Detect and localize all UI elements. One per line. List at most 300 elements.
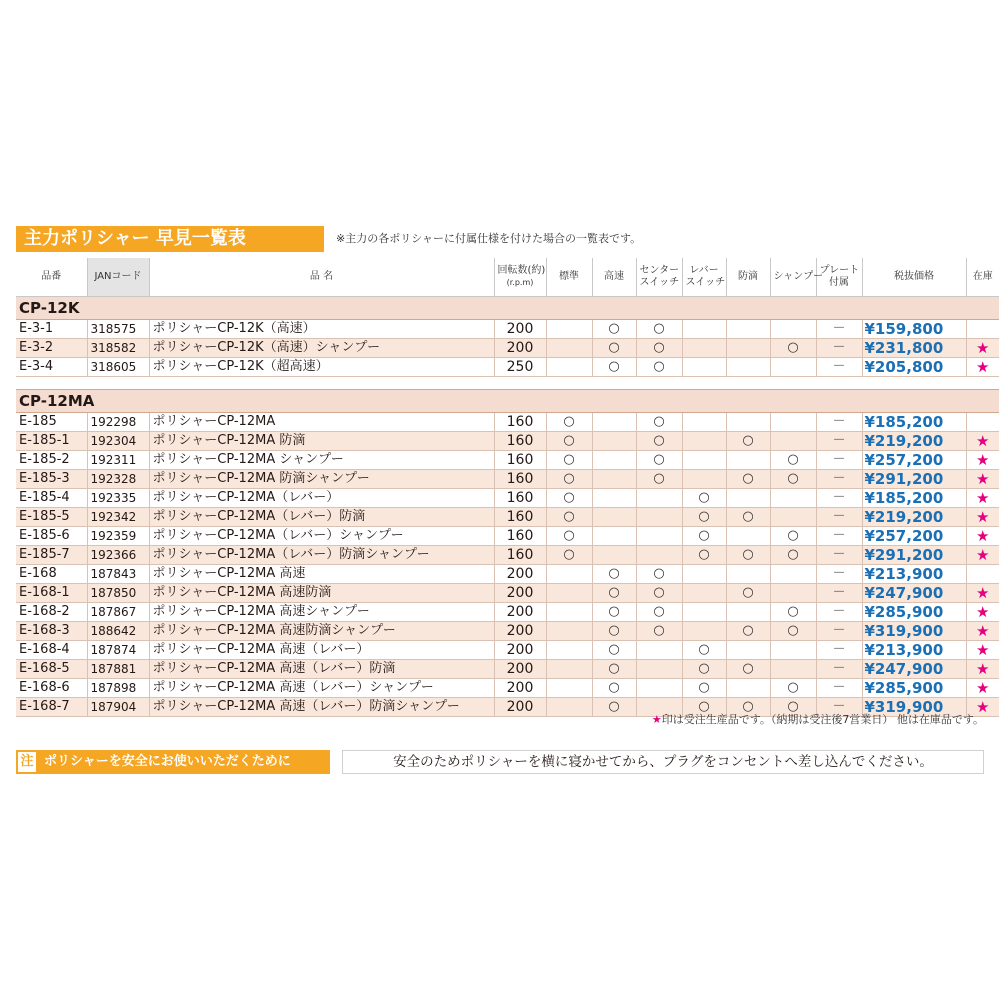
center-switch-mark: ○ <box>636 358 682 377</box>
caution-title: ポリシャーを安全にお使いいただくために <box>44 754 291 769</box>
header-lever-switch-2: スイッチ <box>685 277 726 288</box>
standard-mark: ○ <box>546 470 592 489</box>
plate-mark: － <box>816 565 862 584</box>
rpm-value: 250 <box>494 358 546 377</box>
price-value: ¥219,200 <box>862 432 966 451</box>
table-row <box>16 546 999 565</box>
header-rpm <box>494 258 546 297</box>
drip-proof-mark: ○ <box>726 584 770 603</box>
high-speed-mark: ○ <box>592 603 636 622</box>
product-name: ポリシャーCP-12MA シャンプー <box>149 451 494 470</box>
header-drip-proof: 防滴 <box>726 258 770 297</box>
lever-switch-mark <box>682 470 726 489</box>
rpm-value: 200 <box>494 679 546 698</box>
jan-code: 187898 <box>87 679 149 698</box>
stock-star <box>966 413 999 432</box>
drip-proof-mark: ○ <box>726 508 770 527</box>
lever-switch-mark: ○ <box>682 660 726 679</box>
shampoo-mark <box>770 413 816 432</box>
stock-star <box>966 565 999 584</box>
high-speed-mark <box>592 489 636 508</box>
jan-code: 192359 <box>87 527 149 546</box>
lever-switch-mark <box>682 565 726 584</box>
caution-title-bar <box>16 750 330 774</box>
drip-proof-mark <box>726 679 770 698</box>
stock-star <box>966 320 999 339</box>
shampoo-mark <box>770 320 816 339</box>
product-name: ポリシャーCP-12MA 高速シャンプー <box>149 603 494 622</box>
high-speed-mark <box>592 508 636 527</box>
price-value: ¥319,900 <box>862 622 966 641</box>
table-row <box>16 565 999 584</box>
table-row <box>16 413 999 432</box>
shampoo-mark: ○ <box>770 451 816 470</box>
rpm-value: 200 <box>494 584 546 603</box>
item-code: E-185-6 <box>16 527 87 546</box>
price-value: ¥159,800 <box>862 320 966 339</box>
item-code: E-3-2 <box>16 339 87 358</box>
plate-mark: － <box>816 320 862 339</box>
product-name: ポリシャーCP-12MA 防滴 <box>149 432 494 451</box>
stock-star: ★ <box>966 451 999 470</box>
product-name: ポリシャーCP-12MA 高速（レバー） <box>149 641 494 660</box>
high-speed-mark <box>592 527 636 546</box>
header-plate-1: プレート <box>819 265 860 276</box>
rpm-value: 160 <box>494 451 546 470</box>
header-price: 税抜価格 <box>862 258 966 297</box>
table-row <box>16 622 999 641</box>
table-title: 主力ポリシャー 早見一覧表 <box>16 226 324 252</box>
jan-code: 192342 <box>87 508 149 527</box>
product-name: ポリシャーCP-12MA（レバー）防滴 <box>149 508 494 527</box>
lever-switch-mark: ○ <box>682 679 726 698</box>
high-speed-mark: ○ <box>592 622 636 641</box>
price-value: ¥185,200 <box>862 489 966 508</box>
drip-proof-mark: ○ <box>726 546 770 565</box>
stock-star: ★ <box>966 527 999 546</box>
price-value: ¥185,200 <box>862 413 966 432</box>
high-speed-mark <box>592 451 636 470</box>
shampoo-mark <box>770 584 816 603</box>
drip-proof-mark <box>726 451 770 470</box>
table-row <box>16 508 999 527</box>
jan-code: 188642 <box>87 622 149 641</box>
item-code: E-185-7 <box>16 546 87 565</box>
product-name: ポリシャーCP-12MA 防滴シャンプー <box>149 470 494 489</box>
jan-code: 318582 <box>87 339 149 358</box>
price-value: ¥247,900 <box>862 584 966 603</box>
rpm-value: 160 <box>494 470 546 489</box>
price-value: ¥285,900 <box>862 679 966 698</box>
high-speed-mark: ○ <box>592 358 636 377</box>
high-speed-mark: ○ <box>592 565 636 584</box>
jan-code: 318575 <box>87 320 149 339</box>
plate-mark: － <box>816 451 862 470</box>
jan-code: 192328 <box>87 470 149 489</box>
table-row <box>16 641 999 660</box>
product-name: ポリシャーCP-12MA（レバー）シャンプー <box>149 527 494 546</box>
shampoo-mark: ○ <box>770 339 816 358</box>
standard-mark: ○ <box>546 527 592 546</box>
jan-code: 187881 <box>87 660 149 679</box>
product-name: ポリシャーCP-12MA（レバー）防滴シャンプー <box>149 546 494 565</box>
drip-proof-mark <box>726 489 770 508</box>
product-name: ポリシャーCP-12MA 高速防滴シャンプー <box>149 622 494 641</box>
standard-mark <box>546 358 592 377</box>
table-row <box>16 451 999 470</box>
drip-proof-mark <box>726 603 770 622</box>
price-value: ¥319,900 <box>862 698 966 717</box>
stock-star: ★ <box>966 698 999 717</box>
center-switch-mark: ○ <box>636 565 682 584</box>
item-code: E-168-4 <box>16 641 87 660</box>
jan-code: 187874 <box>87 641 149 660</box>
plate-mark: － <box>816 679 862 698</box>
stock-star: ★ <box>966 508 999 527</box>
item-code: E-185-1 <box>16 432 87 451</box>
header-shampoo: シャンプー <box>770 258 816 297</box>
lever-switch-mark: ○ <box>682 698 726 717</box>
center-switch-mark: ○ <box>636 432 682 451</box>
header-center-switch-2: スイッチ <box>639 277 680 288</box>
item-code: E-168-1 <box>16 584 87 603</box>
table-body <box>16 297 999 717</box>
high-speed-mark: ○ <box>592 584 636 603</box>
table-row <box>16 339 999 358</box>
lever-switch-mark: ○ <box>682 546 726 565</box>
stock-star: ★ <box>966 679 999 698</box>
standard-mark <box>546 584 592 603</box>
center-switch-mark: ○ <box>636 339 682 358</box>
plate-mark: － <box>816 660 862 679</box>
table-row <box>16 358 999 377</box>
shampoo-mark: ○ <box>770 527 816 546</box>
item-code: E-185-3 <box>16 470 87 489</box>
series-header-row <box>16 390 999 413</box>
shampoo-mark: ○ <box>770 470 816 489</box>
rpm-value: 160 <box>494 489 546 508</box>
plate-mark: － <box>816 527 862 546</box>
plate-mark: － <box>816 603 862 622</box>
high-speed-mark <box>592 546 636 565</box>
high-speed-mark: ○ <box>592 660 636 679</box>
stock-star: ★ <box>966 603 999 622</box>
jan-code: 192311 <box>87 451 149 470</box>
rpm-value: 200 <box>494 660 546 679</box>
plate-mark: － <box>816 339 862 358</box>
standard-mark: ○ <box>546 451 592 470</box>
lever-switch-mark <box>682 584 726 603</box>
high-speed-mark <box>592 413 636 432</box>
footnote-text: 印は受注生産品です。（納期は受注後7営業日） 他は在庫品です。 <box>661 713 984 726</box>
rpm-value: 200 <box>494 603 546 622</box>
header-stock: 在庫 <box>966 258 999 297</box>
standard-mark: ○ <box>546 508 592 527</box>
jan-code: 187867 <box>87 603 149 622</box>
plate-mark: － <box>816 470 862 489</box>
lever-switch-mark <box>682 339 726 358</box>
plate-mark: － <box>816 489 862 508</box>
shampoo-mark <box>770 565 816 584</box>
footnote <box>652 711 984 727</box>
table-row <box>16 432 999 451</box>
standard-mark <box>546 679 592 698</box>
center-switch-mark <box>636 546 682 565</box>
lever-switch-mark <box>682 622 726 641</box>
section-gap-cell <box>16 377 999 390</box>
table-row <box>16 603 999 622</box>
center-switch-mark <box>636 679 682 698</box>
shampoo-mark: ○ <box>770 603 816 622</box>
drip-proof-mark <box>726 413 770 432</box>
standard-mark <box>546 698 592 717</box>
center-switch-mark: ○ <box>636 622 682 641</box>
rpm-value: 200 <box>494 622 546 641</box>
drip-proof-mark: ○ <box>726 698 770 717</box>
drip-proof-mark: ○ <box>726 470 770 489</box>
table-row <box>16 660 999 679</box>
header-lever-switch-1: レバー <box>689 265 719 276</box>
rpm-value: 160 <box>494 413 546 432</box>
price-value: ¥257,200 <box>862 451 966 470</box>
jan-code: 187904 <box>87 698 149 717</box>
drip-proof-mark: ○ <box>726 660 770 679</box>
table-row <box>16 470 999 489</box>
stock-star: ★ <box>966 489 999 508</box>
series-name: CP-12MA <box>16 390 999 413</box>
standard-mark <box>546 660 592 679</box>
shampoo-mark: ○ <box>770 698 816 717</box>
center-switch-mark <box>636 527 682 546</box>
lever-switch-mark: ○ <box>682 508 726 527</box>
header-high-speed: 高速 <box>592 258 636 297</box>
drip-proof-mark: ○ <box>726 432 770 451</box>
item-code: E-185 <box>16 413 87 432</box>
lever-switch-mark: ○ <box>682 641 726 660</box>
item-code: E-168-3 <box>16 622 87 641</box>
table-row <box>16 679 999 698</box>
high-speed-mark: ○ <box>592 698 636 717</box>
stock-star: ★ <box>966 546 999 565</box>
item-code: E-168-6 <box>16 679 87 698</box>
plate-mark: － <box>816 508 862 527</box>
item-code: E-185-4 <box>16 489 87 508</box>
drip-proof-mark <box>726 320 770 339</box>
item-code: E-168 <box>16 565 87 584</box>
stock-star: ★ <box>966 660 999 679</box>
header-center-switch <box>636 258 682 297</box>
header-row <box>16 258 999 297</box>
item-code: E-168-2 <box>16 603 87 622</box>
plate-mark: － <box>816 622 862 641</box>
jan-code: 192304 <box>87 432 149 451</box>
shampoo-mark: ○ <box>770 546 816 565</box>
jan-code: 318605 <box>87 358 149 377</box>
standard-mark <box>546 320 592 339</box>
series-name: CP-12K <box>16 297 999 320</box>
caution-badge: 注 <box>16 750 38 774</box>
stock-star: ★ <box>966 358 999 377</box>
standard-mark: ○ <box>546 489 592 508</box>
product-name: ポリシャーCP-12MA 高速 <box>149 565 494 584</box>
price-value: ¥257,200 <box>862 527 966 546</box>
price-value: ¥213,900 <box>862 641 966 660</box>
table-row <box>16 584 999 603</box>
footnote-star: ★ <box>651 713 662 726</box>
header-center-switch-1: センター <box>639 265 680 276</box>
standard-mark <box>546 641 592 660</box>
stock-star: ★ <box>966 339 999 358</box>
jan-code: 192366 <box>87 546 149 565</box>
shampoo-mark <box>770 358 816 377</box>
header-jan: JANコード <box>87 258 149 297</box>
rpm-value: 160 <box>494 527 546 546</box>
price-value: ¥291,200 <box>862 546 966 565</box>
rpm-value: 200 <box>494 565 546 584</box>
item-code: E-168-5 <box>16 660 87 679</box>
standard-mark: ○ <box>546 546 592 565</box>
shampoo-mark <box>770 660 816 679</box>
item-code: E-3-1 <box>16 320 87 339</box>
high-speed-mark <box>592 470 636 489</box>
stock-star: ★ <box>966 622 999 641</box>
item-code: E-3-4 <box>16 358 87 377</box>
rpm-value: 200 <box>494 698 546 717</box>
standard-mark <box>546 565 592 584</box>
standard-mark <box>546 339 592 358</box>
center-switch-mark: ○ <box>636 451 682 470</box>
standard-mark: ○ <box>546 413 592 432</box>
table-row <box>16 527 999 546</box>
price-value: ¥285,900 <box>862 603 966 622</box>
jan-code: 187843 <box>87 565 149 584</box>
center-switch-mark: ○ <box>636 413 682 432</box>
price-value: ¥247,900 <box>862 660 966 679</box>
high-speed-mark <box>592 432 636 451</box>
high-speed-mark: ○ <box>592 320 636 339</box>
price-value: ¥231,800 <box>862 339 966 358</box>
center-switch-mark <box>636 489 682 508</box>
stock-star: ★ <box>966 470 999 489</box>
plate-mark: － <box>816 584 862 603</box>
product-name: ポリシャーCP-12K（高速）シャンプー <box>149 339 494 358</box>
series-header-row <box>16 297 999 320</box>
lever-switch-mark <box>682 413 726 432</box>
rpm-value: 160 <box>494 508 546 527</box>
rpm-value: 160 <box>494 432 546 451</box>
drip-proof-mark <box>726 641 770 660</box>
lever-switch-mark <box>682 358 726 377</box>
stock-star: ★ <box>966 584 999 603</box>
rpm-value: 200 <box>494 339 546 358</box>
jan-code: 192298 <box>87 413 149 432</box>
plate-mark: － <box>816 358 862 377</box>
product-name: ポリシャーCP-12MA 高速（レバー）防滴 <box>149 660 494 679</box>
price-value: ¥213,900 <box>862 565 966 584</box>
high-speed-mark: ○ <box>592 641 636 660</box>
header-plate-2: 付属 <box>829 277 849 288</box>
header-standard: 標準 <box>546 258 592 297</box>
shampoo-mark <box>770 489 816 508</box>
caution-text: 安全のためポリシャーを横に寝かせてから、プラグをコンセントへ差し込んでください。 <box>342 750 984 774</box>
high-speed-mark: ○ <box>592 679 636 698</box>
plate-mark: － <box>816 641 862 660</box>
price-value: ¥219,200 <box>862 508 966 527</box>
polisher-spec-table <box>16 258 999 717</box>
standard-mark <box>546 603 592 622</box>
center-switch-mark <box>636 508 682 527</box>
table-row <box>16 489 999 508</box>
stock-star: ★ <box>966 432 999 451</box>
rpm-value: 200 <box>494 641 546 660</box>
plate-mark: － <box>816 413 862 432</box>
table-title-note: ※主力の各ポリシャーに付属仕様を付けた場合の一覧表です。 <box>336 232 642 245</box>
header-rpm-unit: (r.p.m) <box>506 278 534 287</box>
drip-proof-mark <box>726 565 770 584</box>
product-name: ポリシャーCP-12MA 高速防滴 <box>149 584 494 603</box>
plate-mark: － <box>816 546 862 565</box>
plate-mark: － <box>816 698 862 717</box>
product-name: ポリシャーCP-12MA（レバー） <box>149 489 494 508</box>
header-code: 品番 <box>16 258 87 297</box>
header-rpm-label: 回転数(約) <box>497 265 546 276</box>
shampoo-mark: ○ <box>770 622 816 641</box>
center-switch-mark <box>636 660 682 679</box>
header-name: 品 名 <box>149 258 494 297</box>
item-code: E-168-7 <box>16 698 87 717</box>
price-value: ¥205,800 <box>862 358 966 377</box>
item-code: E-185-2 <box>16 451 87 470</box>
jan-code: 192335 <box>87 489 149 508</box>
center-switch-mark: ○ <box>636 320 682 339</box>
product-name: ポリシャーCP-12MA 高速（レバー）防滴シャンプー <box>149 698 494 717</box>
lever-switch-mark <box>682 603 726 622</box>
lever-switch-mark: ○ <box>682 527 726 546</box>
lever-switch-mark <box>682 451 726 470</box>
section-gap <box>16 377 999 390</box>
stock-star: ★ <box>966 641 999 660</box>
header-lever-switch <box>682 258 726 297</box>
center-switch-mark <box>636 641 682 660</box>
standard-mark <box>546 622 592 641</box>
shampoo-mark: ○ <box>770 679 816 698</box>
standard-mark: ○ <box>546 432 592 451</box>
plate-mark: － <box>816 432 862 451</box>
center-switch-mark: ○ <box>636 584 682 603</box>
rpm-value: 200 <box>494 320 546 339</box>
product-name: ポリシャーCP-12MA 高速（レバー）シャンプー <box>149 679 494 698</box>
shampoo-mark <box>770 641 816 660</box>
lever-switch-mark <box>682 432 726 451</box>
center-switch-mark: ○ <box>636 603 682 622</box>
rpm-value: 160 <box>494 546 546 565</box>
lever-switch-mark <box>682 320 726 339</box>
center-switch-mark: ○ <box>636 470 682 489</box>
product-name: ポリシャーCP-12K（高速） <box>149 320 494 339</box>
high-speed-mark: ○ <box>592 339 636 358</box>
shampoo-mark <box>770 508 816 527</box>
table-row <box>16 320 999 339</box>
price-value: ¥291,200 <box>862 470 966 489</box>
lever-switch-mark: ○ <box>682 489 726 508</box>
drip-proof-mark: ○ <box>726 622 770 641</box>
product-name: ポリシャーCP-12K（超高速） <box>149 358 494 377</box>
drip-proof-mark <box>726 358 770 377</box>
drip-proof-mark <box>726 339 770 358</box>
item-code: E-185-5 <box>16 508 87 527</box>
product-name: ポリシャーCP-12MA <box>149 413 494 432</box>
shampoo-mark <box>770 432 816 451</box>
